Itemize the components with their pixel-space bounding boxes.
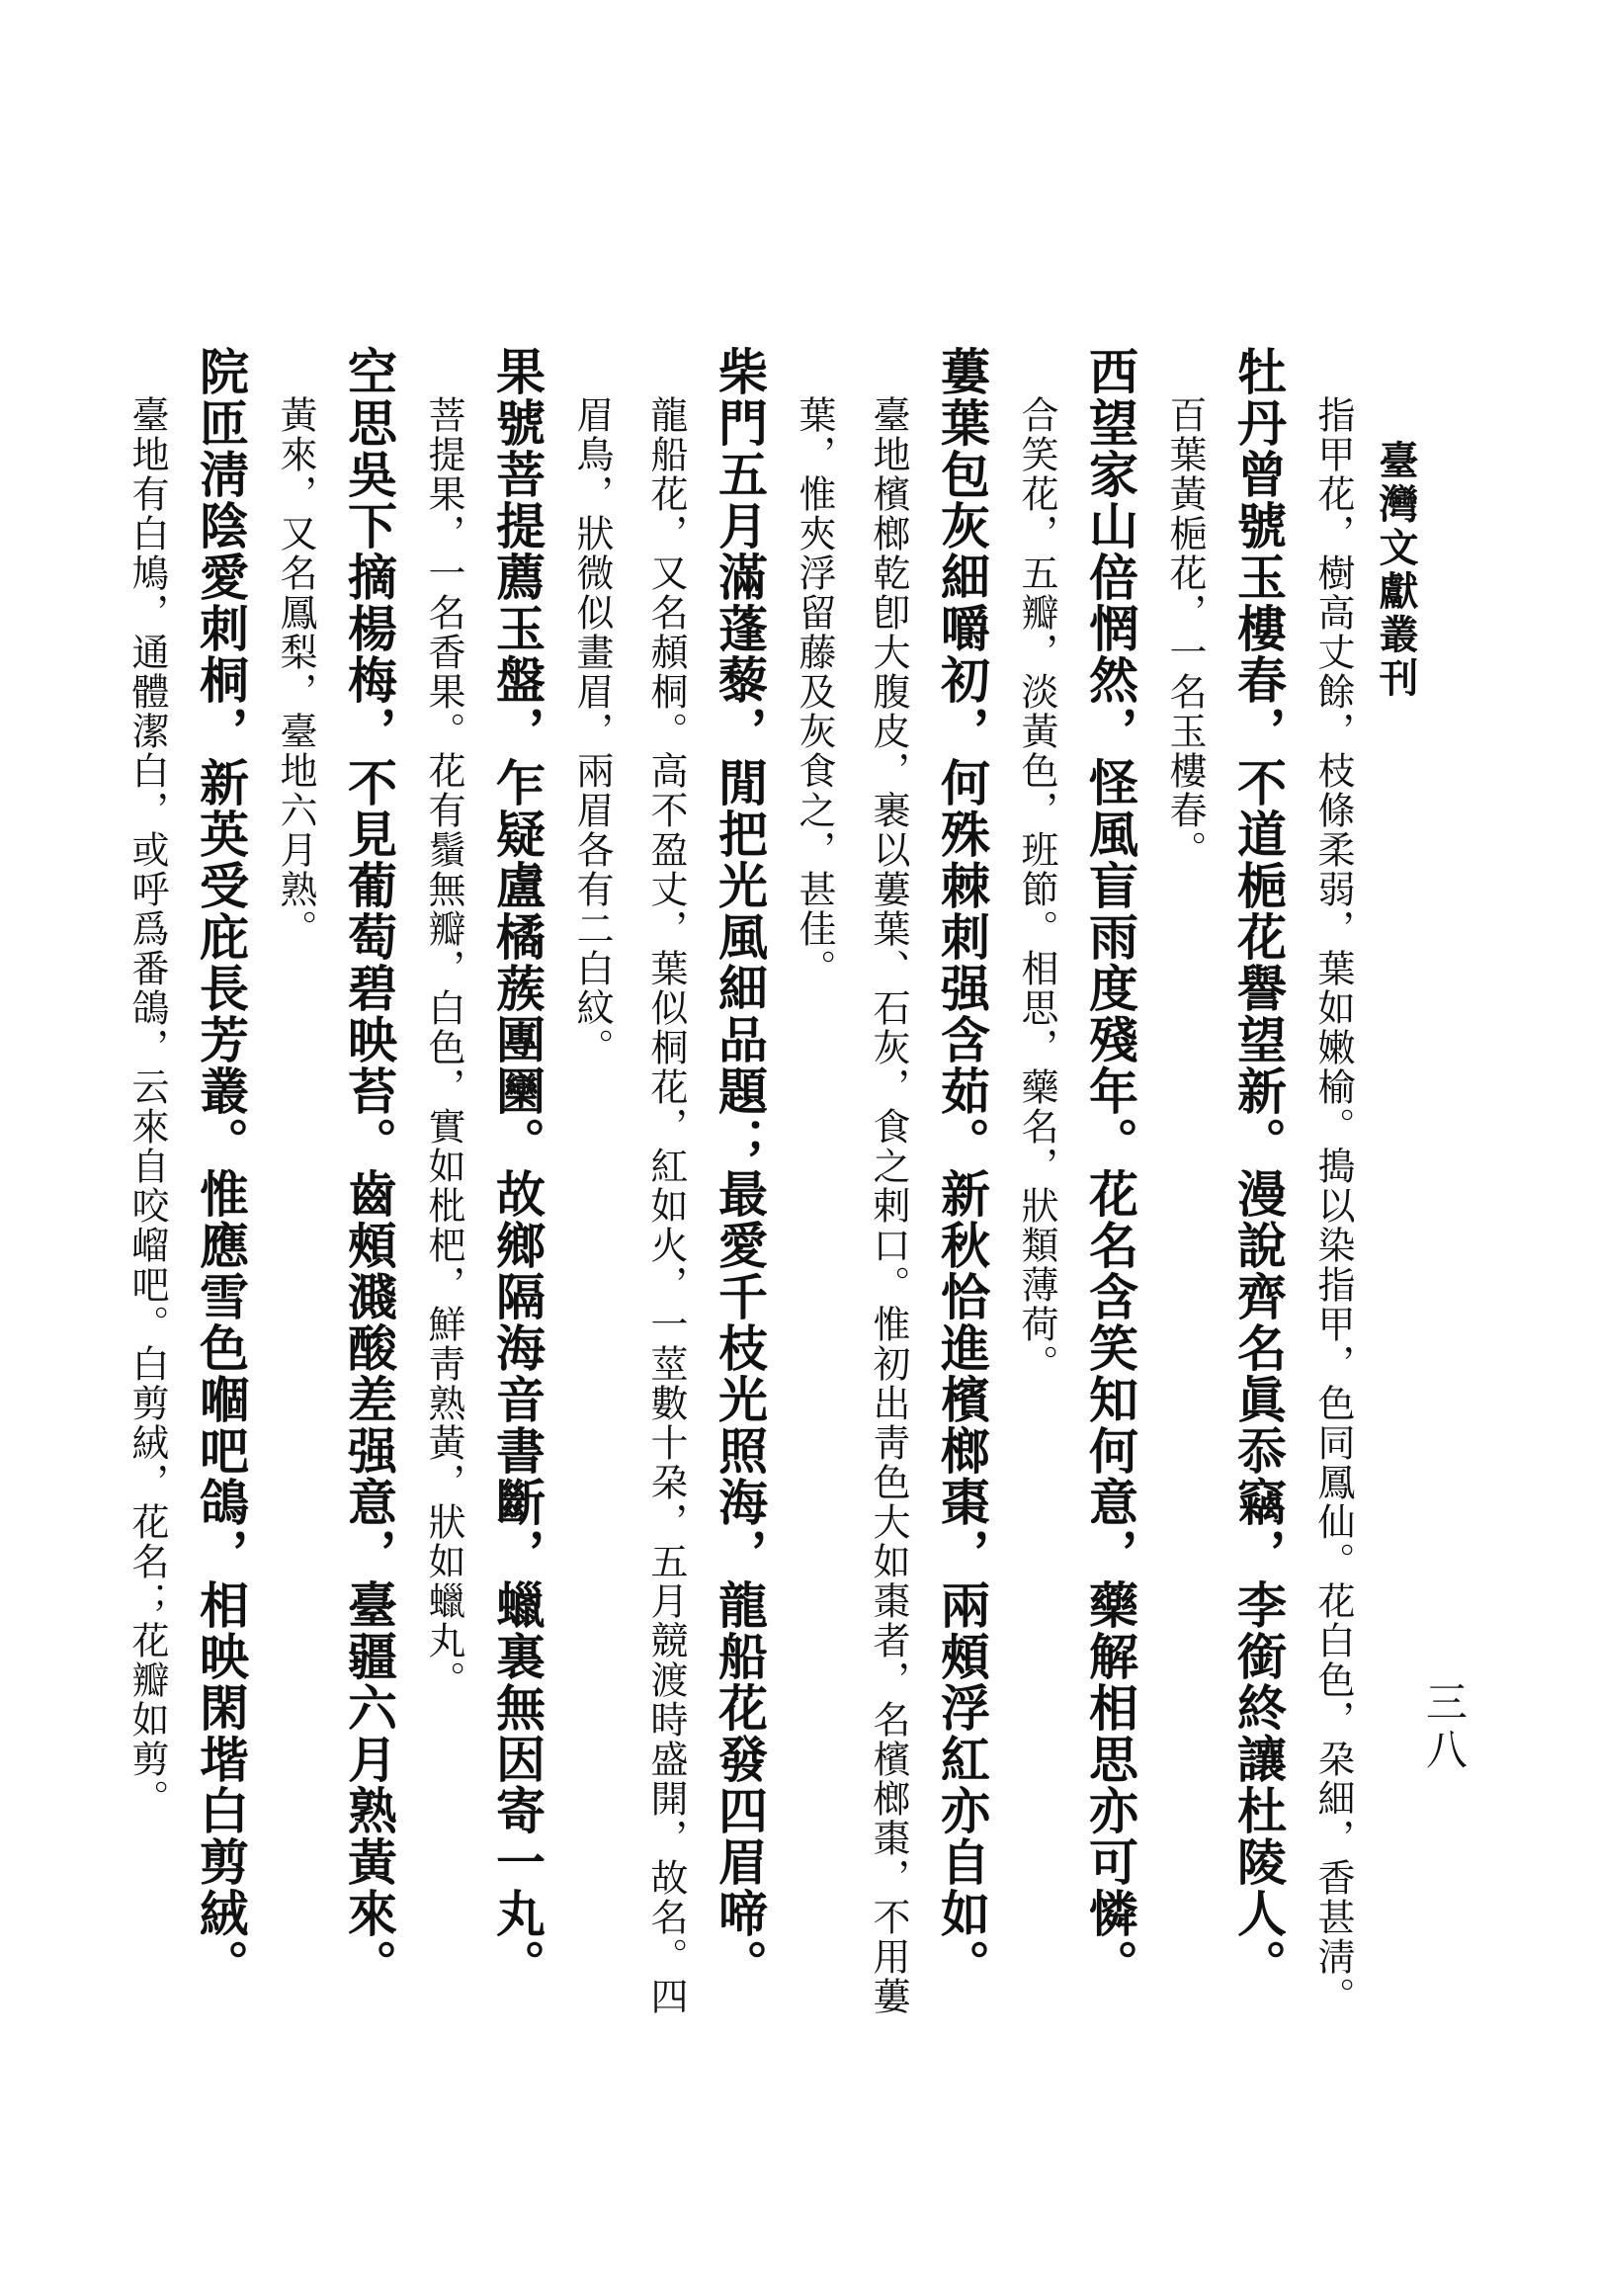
- text-column: 牡丹曾號玉樓春，不道梔花譽望新。漫說齊名眞忝竊，李銜終讓杜陵人。: [1229, 346, 1288, 1991]
- text-column: 院匝淸陰愛刺桐，新英受庇長芳叢。惟應雪色嗰吧鴿，相映閑堦白剪絨。: [192, 346, 250, 1991]
- text-column: 合笑花，五瓣，淡黃色，班節。相思，藥名，狀類薄荷。: [1015, 395, 1058, 1384]
- text-column: 西望家山倍惘然，怪風盲雨度殘年。花名含笑知何意，藥解相思亦可憐。: [1081, 346, 1139, 1991]
- text-column: 柴門五月滿蓬藜，閒把光風細品題；最愛千枝光照海，龍船花發四眉啼。: [711, 346, 769, 1991]
- text-column: 臺地有白鳩，通體潔白，或呼爲番鴿，云來自咬嵧吧。白剪絨，花名；花瓣如剪。: [126, 395, 169, 1819]
- text-column: 指甲花，樹高丈餘，枝條柔弱，葉如嫩榆。搗以染指甲，色同鳳仙。花白色，朶細，香甚淸。: [1311, 395, 1355, 2016]
- text-column: 百葉黃梔花，一名玉樓春。: [1163, 395, 1207, 870]
- text-column: 黃來，又名鳳梨，臺地六月熟。: [274, 395, 317, 949]
- running-title: 臺灣文獻叢刊: [1373, 440, 1419, 701]
- text-column: 臺地檳榔乾卽大腹皮，裹以蔞葉、石灰，食之剌口。惟初出靑色大如棗者，名檳榔棗，不用蔞: [867, 395, 910, 2016]
- text-column: 葉，惟夾浮留藤及灰食之，甚佳。: [793, 395, 836, 988]
- text-column: 空思吳下摘楊梅，不見葡萄碧映苔。齒頰濺酸差强意，臺疆六月熟黃來。: [340, 346, 398, 1991]
- text-column: 蔞葉包灰細嚼初，何殊棘刺强含茹。新秋恰進檳榔棗，兩頰浮紅亦自如。: [933, 346, 991, 1991]
- text-column: 果號菩提薦玉盤，乍疑盧橘蔟團圞。故鄉隔海音書斷，蠟裏無因寄一丸。: [488, 346, 546, 1991]
- text-body: [110, 346, 1370, 2273]
- page-number: 三八: [1420, 1680, 1469, 1775]
- text-column: 龍船花，又名頳桐。高不盈丈，葉似桐花，紅如火，一莖數十朶，五月競渡時盛開，故名。四: [644, 395, 688, 2016]
- text-column: 菩提果，一名香果。花有鬚無瓣，白色，實如枇杷，鮮靑熟黃，狀如蠟丸。: [422, 395, 465, 1700]
- text-column: 眉鳥，狀微似畫眉，兩眉各有二白紋。: [570, 395, 614, 1067]
